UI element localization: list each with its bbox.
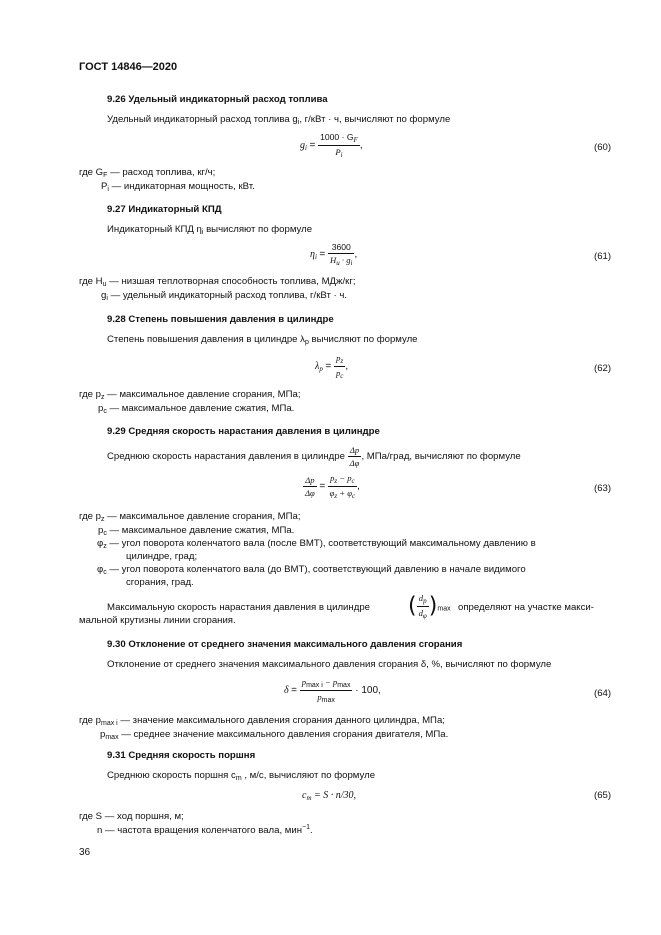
where-line-1-9-29: где $p_z$ — максимальное давление сгорания, МПа;: [79, 511, 301, 523]
where-line-2-9-30: $p_{max}$ — среднее значение максимального давления сгорания двигателя, МПа.: [100, 729, 449, 741]
equation-number-62: (62): [594, 363, 612, 374]
where-line-3-cont-9-29: цилиндре, град;: [126, 551, 198, 562]
equation-number-64: (64): [594, 688, 612, 699]
where-line-2-9-28: $p_c$ — максимальное давление сжатия, МПа.: [98, 403, 295, 415]
section-title-9-30: 9.30 Отклонение от среднего значения максимального давления сгорания: [107, 639, 463, 650]
section-title-9-29: 9.29 Средняя скорость нарастания давления в цилиндре: [107, 426, 380, 437]
intro-9-27: Индикаторный КПД $\eta_i$ вычисляют по формуле: [107, 224, 313, 236]
section-title-9-27: 9.27 Индикаторный КПД: [107, 204, 222, 215]
intro-9-26: Удельный индикаторный расход топлива $g_i$, г/кВт · ч, вычисляют по формуле: [107, 114, 451, 126]
formula-60: $g_i$ = $\frac{1000 \cdot G_F}{P_i}$ ,: [300, 132, 363, 159]
formula-64: δ = $\frac{p_{max i} - p_{max}}{p_{max}}$ · 100,: [284, 677, 381, 704]
section-title-9-26: 9.26 Удельный индикаторный расход топлива: [107, 94, 328, 105]
max-rate-sentence-end: определяют на участке макси-: [458, 602, 594, 613]
intro-9-29: Среднюю скорость нарастания давления в цилиндре $\frac{\Delta p}{\Delta\varphi}$ , МПа/град, вычисляют по формуле: [107, 445, 521, 468]
equation-number-61: (61): [594, 251, 612, 262]
where-line-1-9-26: где $G_F$ — расход топлива, кг/ч;: [79, 167, 216, 179]
where-line-1-9-30: где $p_{max i}$ — значение максимального давления сгорания данного цилиндра, МПа;: [79, 715, 445, 727]
formula-63: $\frac{\Delta p}{\Delta\varphi}$ = $\frac{p_z - p_c}{\varphi_z + \varphi_c}$ ,: [305, 473, 360, 500]
where-line-4-cont-9-29: сгорания, град.: [126, 577, 194, 588]
where-line-2-9-26: $P_i$ — индикаторная мощность, кВт.: [101, 181, 255, 193]
formula-61: $\eta_i$ = $\frac{3600}{H_u \cdot g_i}$ ,: [310, 242, 358, 267]
intro-9-30: Отклонение от среднего значения максимального давления сгорания δ, %, вычисляют по формуле: [107, 659, 552, 670]
max-rate-sentence-cont: мальной крутизны линии сгорания.: [79, 615, 236, 626]
section-title-9-31: 9.31 Средняя скорость поршня: [107, 750, 256, 761]
equation-number-63: (63): [594, 483, 612, 494]
page-number: 36: [79, 847, 91, 858]
max-rate-derivative: ( $\frac{d_p}{d_\varphi}$ )$_{max}$: [408, 593, 451, 620]
equation-number-60: (60): [594, 142, 612, 153]
where-line-3-9-29: $\varphi_z$ — угол поворота коленчатого вала (после ВМТ), соответствующий максимальному давлению в: [97, 538, 536, 550]
where-line-1-9-28: где $p_z$ — максимальное давление сгорания, МПа;: [79, 389, 301, 401]
section-title-9-28: 9.28 Степень повышения давления в цилиндре: [107, 314, 334, 325]
where-line-2-9-27: $g_i$ — удельный индикаторный расход топлива, г/кВт · ч.: [101, 290, 348, 302]
intro-9-28: Степень повышения давления в цилиндре $\lambda_p$ вычисляют по формуле: [107, 334, 418, 346]
where-line-2-9-29: $p_c$ — максимальное давление сжатия, МПа.: [98, 525, 295, 537]
equation-number-65: (65): [594, 790, 612, 801]
max-rate-sentence: Максимальную скорость нарастания давления в цилиндре: [107, 602, 370, 613]
document-header: ГОСТ 14846—2020: [79, 61, 178, 73]
where-line-2-9-31: n — частота вращения коленчатого вала, мин$^{-1}$.: [97, 824, 313, 836]
where-line-1-9-27: где $H_u$ — низшая теплотворная способность топлива, МДж/кг;: [79, 276, 356, 288]
formula-62: $\lambda_p$ = $\frac{p_z}{p_c}$ ,: [315, 353, 349, 380]
formula-65: $c_m = S \cdot n/30$,: [302, 790, 357, 802]
where-line-4-9-29: $\varphi_c$ — угол поворота коленчатого вала (до ВМТ), соответствующий давлению в начале видимого: [97, 564, 526, 576]
intro-9-31: Среднюю скорость поршня $c_m$ , м/с, вычисляют по формуле: [107, 770, 376, 782]
where-line-1-9-31: где S — ход поршня, м;: [79, 811, 184, 822]
